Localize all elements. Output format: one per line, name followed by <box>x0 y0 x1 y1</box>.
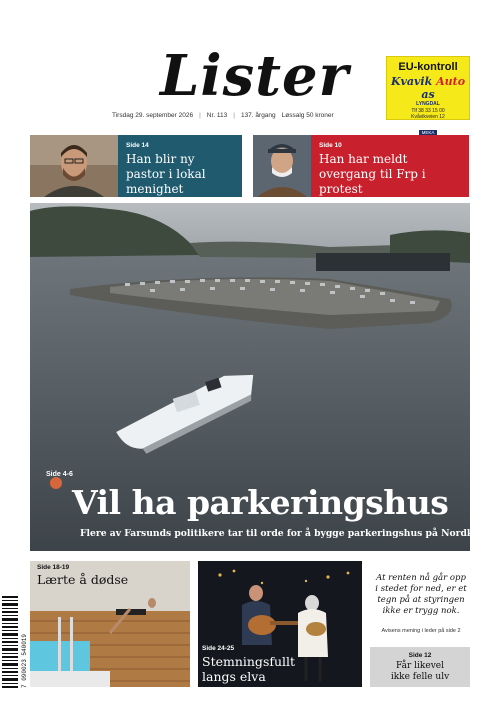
teaser-kicker: Side 10 <box>319 142 342 149</box>
barcode <box>2 596 18 688</box>
story-headline: Stemningsfullt langs elva <box>202 654 296 684</box>
main-headline[interactable]: Vil ha parkeringshus <box>72 483 449 522</box>
story-stemningsfullt[interactable] <box>198 561 362 687</box>
issue-date: Tirsdag 29. september 2026 <box>112 112 194 119</box>
ad-address: Kvåvikveien 12 <box>411 114 445 120</box>
teaser-frp[interactable] <box>253 135 469 197</box>
editorial-source: Avisens mening i leder på side 2 <box>381 628 461 634</box>
teaser-frp-box <box>311 135 469 197</box>
story-ulv[interactable] <box>370 647 470 687</box>
teaser-pastor[interactable] <box>30 135 242 197</box>
issue-meta: Tirsdag 29. september 2026 | Nr. 113 | 137. årgang Løssalg 50 kroner <box>112 112 334 119</box>
story-headline: Får likevel ikke felle ulv <box>390 661 450 682</box>
issue-price: Løssalg 50 kroner <box>281 112 334 119</box>
newspaper-title: Lister <box>160 43 350 109</box>
story-kicker: Side 18-19 <box>37 564 70 571</box>
ad-eu-kontroll[interactable] <box>386 56 470 135</box>
main-subheadline: Flere av Farsunds politikere tar til orde for å bygge parkeringshus på Nordkapp. <box>80 528 496 539</box>
story-headline: Lærte å dødse <box>37 572 129 587</box>
ad-badge: MEKA <box>419 130 438 135</box>
teaser-pastor-box <box>118 135 242 197</box>
masthead-logo <box>160 40 350 112</box>
ad-title: EU-kontroll <box>398 61 458 73</box>
ad-phone: Tlf 38 33 15 00 <box>411 107 445 114</box>
frp-photo <box>253 135 311 197</box>
story-kicker: Side 12 <box>408 652 432 659</box>
main-kicker: Side 4-6 <box>46 471 73 478</box>
pastor-photo <box>30 135 118 197</box>
ad-brand: Kvavik Auto as <box>390 75 466 101</box>
teaser-headline: Han blir ny pastor i lokal menighet <box>126 152 206 196</box>
ad-location: LYNGDAL <box>416 101 440 107</box>
editorial-quote[interactable]: At renten nå går opp i stedet for ned, er et tegn på at styringen ikke er trygg nok. <box>375 573 467 616</box>
story-kicker: Side 24-25 <box>202 645 235 652</box>
story-dodse[interactable] <box>30 561 190 687</box>
teaser-headline: Han har meldt overgang til Frp i protest <box>319 152 426 196</box>
barcode-number: 7 090023 540019 <box>21 633 28 688</box>
issue-number: Nr. 113 <box>206 112 228 119</box>
issue-volume: 137. årgang <box>240 112 276 119</box>
teaser-kicker: Side 14 <box>126 142 149 149</box>
